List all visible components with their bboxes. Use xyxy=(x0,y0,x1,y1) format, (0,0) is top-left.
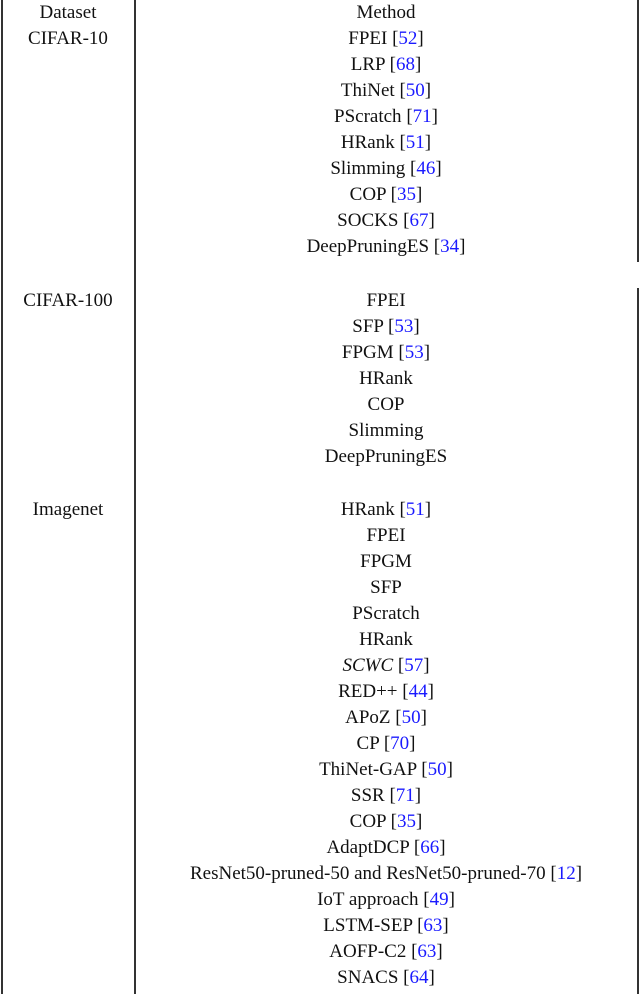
citation-link[interactable]: 57 xyxy=(404,655,424,676)
citation-link[interactable]: 67 xyxy=(409,210,429,231)
method-name: IoT approach xyxy=(317,889,419,910)
method-row: SOCKS [67] xyxy=(337,210,435,231)
dataset-label: Imagenet xyxy=(32,499,104,520)
citation-link[interactable]: 51 xyxy=(405,499,425,520)
citation-link[interactable]: 70 xyxy=(390,733,410,754)
method-row: DeepPruningES [34] xyxy=(306,236,466,257)
method-row xyxy=(136,575,636,601)
method-name: FPGM xyxy=(341,342,394,363)
header-dataset: Dataset xyxy=(39,2,97,23)
method-name: COP xyxy=(349,811,386,832)
method-row xyxy=(136,523,636,549)
method-row: SCWC [57] xyxy=(342,655,430,676)
method-name: FPGM xyxy=(360,551,412,572)
method-row: HRank [51] xyxy=(340,132,432,153)
method-row xyxy=(136,444,636,470)
citation-link[interactable]: 52 xyxy=(398,28,418,49)
citation-link[interactable]: 50 xyxy=(401,707,421,728)
method-row xyxy=(136,601,636,627)
method-name: LSTM-SEP xyxy=(323,915,413,936)
right-border-top xyxy=(637,0,639,262)
method-name: ResNet50-pruned-50 and ResNet50-pruned-70 xyxy=(189,863,546,884)
method-row: Slimming [46] xyxy=(330,158,442,179)
method-row: AOFP-C2 [63] xyxy=(329,941,443,962)
method-row: SFP [53] xyxy=(352,316,420,337)
method-name: ThiNet xyxy=(340,80,395,101)
citation-link[interactable]: 35 xyxy=(397,184,416,205)
method-name: HRank xyxy=(359,368,413,389)
method-name: SFP xyxy=(370,577,402,598)
method-name: FPEI xyxy=(366,290,406,311)
method-name: Slimming xyxy=(330,158,406,179)
citation-link[interactable]: 68 xyxy=(395,54,415,75)
method-row xyxy=(136,549,636,575)
method-name: HRank xyxy=(340,132,395,153)
citation-link[interactable]: 34 xyxy=(440,236,460,257)
method-row: APoZ [50] xyxy=(345,707,427,728)
method-name: SOCKS xyxy=(337,210,399,231)
method-row: IoT approach [49] xyxy=(317,889,455,910)
method-row: FPGM [53] xyxy=(341,342,431,363)
citation-link[interactable]: 71 xyxy=(412,106,432,127)
method-name: CP xyxy=(356,733,380,754)
method-row xyxy=(136,366,636,392)
method-row: SSR [71] xyxy=(350,785,422,806)
citation-link[interactable]: 53 xyxy=(404,342,424,363)
citation-link[interactable]: 49 xyxy=(429,889,449,910)
citation-link[interactable]: 64 xyxy=(409,967,429,988)
citation-link[interactable]: 63 xyxy=(417,941,437,962)
method-row: ThiNet-GAP [50] xyxy=(319,759,453,780)
method-name: COP xyxy=(349,184,386,205)
method-row: COP [35] xyxy=(349,811,423,832)
method-name: AOFP-C2 xyxy=(329,941,407,962)
method-name: DeepPruningES xyxy=(306,236,430,257)
method-row: PScratch [71] xyxy=(334,106,438,127)
method-row: FPEI [52] xyxy=(348,28,424,49)
header-method: Method xyxy=(356,2,416,23)
citation-link[interactable]: 35 xyxy=(397,811,416,832)
citation-link[interactable]: 63 xyxy=(423,915,443,936)
citation-link[interactable]: 50 xyxy=(427,759,447,780)
citation-link[interactable]: 46 xyxy=(416,158,436,179)
citation-link[interactable]: 51 xyxy=(405,132,425,153)
method-name: SNACS xyxy=(337,967,399,988)
method-name: FPEI xyxy=(348,28,388,49)
method-name: Slimming xyxy=(348,420,424,441)
method-name: HRank xyxy=(340,499,395,520)
dataset-label: CIFAR-10 xyxy=(28,28,108,49)
citation-link[interactable]: 71 xyxy=(395,785,415,806)
method-name: RED++ xyxy=(338,681,398,702)
citation-link[interactable]: 66 xyxy=(420,837,440,858)
right-border-bottom xyxy=(637,288,639,994)
method-row xyxy=(136,418,636,444)
method-name: APoZ xyxy=(345,707,391,728)
method-row: ThiNet [50] xyxy=(340,80,432,101)
method-row: LSTM-SEP [63] xyxy=(323,915,449,936)
method-row xyxy=(136,288,636,314)
method-name: DeepPruningES xyxy=(324,446,448,467)
method-name: COP xyxy=(367,394,405,415)
method-name: SSR xyxy=(350,785,385,806)
method-row: HRank [51] xyxy=(340,499,432,520)
citation-link[interactable]: 53 xyxy=(394,316,414,337)
method-row: SNACS [64] xyxy=(337,967,435,988)
method-name: AdaptDCP xyxy=(326,837,410,858)
dataset-label: CIFAR-100 xyxy=(23,290,113,311)
method-name: SCWC xyxy=(342,655,394,676)
method-name: PScratch xyxy=(352,603,420,624)
citation-link[interactable]: 44 xyxy=(408,681,428,702)
method-row: AdaptDCP [66] xyxy=(326,837,446,858)
method-row: CP [70] xyxy=(356,733,416,754)
method-name: PScratch xyxy=(334,106,402,127)
method-row: COP [35] xyxy=(349,184,423,205)
method-row: ResNet50-pruned-50 and ResNet50-pruned-70 [12] xyxy=(189,863,583,884)
method-row: RED++ [44] xyxy=(338,681,434,702)
method-row: LRP [68] xyxy=(350,54,422,75)
citation-link[interactable]: 50 xyxy=(405,80,425,101)
citation-link[interactable]: 12 xyxy=(556,863,576,884)
method-name: HRank xyxy=(359,629,413,650)
method-name: ThiNet-GAP xyxy=(319,759,417,780)
method-name: LRP xyxy=(350,54,385,75)
method-name: SFP xyxy=(352,316,384,337)
method-row xyxy=(136,627,636,653)
method-row xyxy=(136,392,636,418)
method-name: FPEI xyxy=(366,525,406,546)
